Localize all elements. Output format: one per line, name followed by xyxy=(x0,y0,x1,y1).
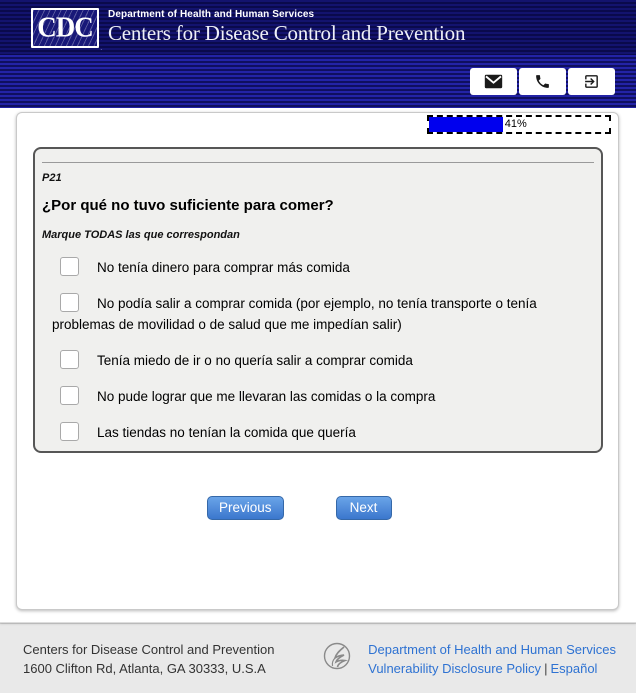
option-label[interactable]: No pude lograr que me llevaran las comidas o la compra xyxy=(97,389,436,404)
cdc-logo-trademark: . xyxy=(100,45,102,52)
email-icon xyxy=(484,74,503,89)
header-text-block xyxy=(108,9,465,46)
option-label[interactable]: No tenía dinero para comprar más comida xyxy=(97,260,350,275)
option-label[interactable]: No podía salir a comprar comida (por ejemplo, no tenía transporte o tenía problemas de movilidad o de salud que me impedían salir) xyxy=(52,296,537,332)
progress-percent-label: 41% xyxy=(504,118,527,130)
footer-links xyxy=(368,640,616,678)
department-line: Department of Health and Human Services xyxy=(108,9,315,20)
progress-fill xyxy=(429,117,503,132)
footer-address: 1600 Clifton Rd, Atlanta, GA 30333, U.S.A xyxy=(23,660,266,676)
footer-links-block xyxy=(322,639,636,678)
question-instruction: Marque TODAS las que correspondan xyxy=(42,229,240,241)
options-list xyxy=(35,257,601,443)
espanol-link[interactable]: Español xyxy=(550,660,598,676)
nav-buttons-row xyxy=(207,496,392,520)
exit-icon xyxy=(583,73,600,90)
option-row[interactable] xyxy=(52,386,587,407)
checkbox[interactable] xyxy=(60,350,79,369)
site-header xyxy=(0,0,636,108)
option-label[interactable]: Tenía miedo de ir o no quería salir a comprar comida xyxy=(97,353,413,368)
question-id: P21 xyxy=(42,172,62,184)
site-footer xyxy=(0,623,636,693)
vulnerability-disclosure-link[interactable]: Vulnerability Disclosure Policy xyxy=(368,660,542,676)
email-button[interactable] xyxy=(470,68,517,95)
toolbar-buttons xyxy=(470,68,615,95)
previous-button[interactable]: Previous xyxy=(207,496,284,520)
option-row[interactable] xyxy=(52,293,587,335)
checkbox[interactable] xyxy=(60,386,79,405)
hhs-link[interactable]: Department of Health and Human Services xyxy=(368,641,616,657)
hhs-logo-icon xyxy=(322,639,354,678)
footer-address-block xyxy=(0,640,322,678)
checkbox[interactable] xyxy=(60,257,79,276)
survey-card xyxy=(16,112,619,610)
checkbox[interactable] xyxy=(60,293,79,312)
phone-button[interactable] xyxy=(519,68,566,95)
link-separator: | xyxy=(544,660,548,676)
header-toolbar-band xyxy=(0,55,636,108)
option-row[interactable] xyxy=(52,422,587,443)
checkbox[interactable] xyxy=(60,422,79,441)
header-top-band xyxy=(0,0,636,55)
cdc-logo[interactable] xyxy=(31,8,102,52)
option-row[interactable] xyxy=(52,257,587,278)
question-text: ¿Por qué no tuvo suficiente para comer? xyxy=(42,197,334,214)
exit-button[interactable] xyxy=(568,68,615,95)
question-box-divider xyxy=(42,162,594,163)
page-main xyxy=(0,108,636,623)
site-title: Centers for Disease Control and Prevention xyxy=(108,21,466,45)
progress-bar xyxy=(427,115,611,134)
cdc-logo-text: CDC xyxy=(37,11,93,43)
option-label[interactable]: Las tiendas no tenían la comida que quería xyxy=(97,425,356,440)
footer-org-name: Centers for Disease Control and Prevention xyxy=(23,641,275,657)
question-box xyxy=(33,147,603,453)
next-button[interactable]: Next xyxy=(336,496,392,520)
phone-icon xyxy=(534,73,551,90)
option-row[interactable] xyxy=(52,350,587,371)
